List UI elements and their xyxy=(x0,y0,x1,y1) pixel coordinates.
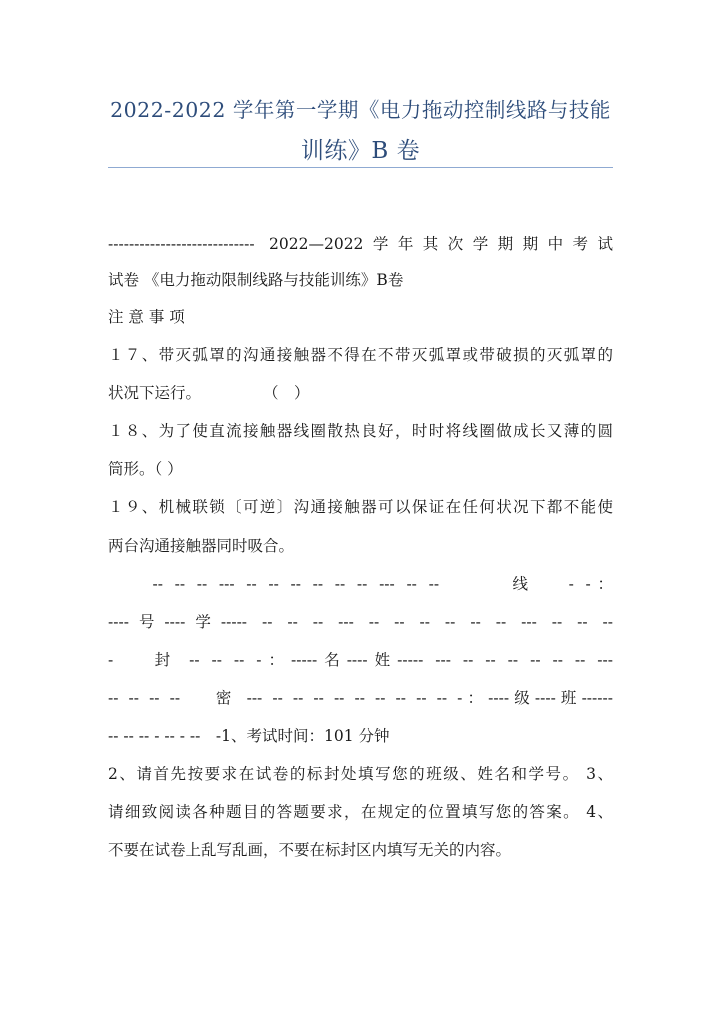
seal-line-3: - 封 -- -- -- -：-----名----姓----- --- -- -- -- -- -- -- --- xyxy=(108,651,613,669)
question-19-line-1: １９、机械联锁〔可逆〕沟通接触器可以保证在任何状况下都不能使 xyxy=(108,498,613,516)
seal-line-1: -- -- -- --- -- -- -- -- -- -- --- -- -- 线 - -： xyxy=(108,575,613,593)
question-17-line-2: 状况下运行。 （ ） xyxy=(108,384,310,402)
question-17-line-1: １７、带灭弧罩的沟通接触器不得在不带灭弧罩或带破损的灭弧罩的 xyxy=(108,346,613,364)
seal-line-4: -- -- -- -- 密 --- -- -- -- -- -- -- -- -- -- -：----级----班------ xyxy=(108,689,613,707)
notice-heading: 注 意 事 项 xyxy=(108,308,185,326)
document-title-line-1: 2022-2022 学年第一学期《电力拖动控制线路与技能 xyxy=(110,98,611,122)
exam-header-line: ---------------------------- 2022—2022学年其次学期期中考试 xyxy=(108,235,613,253)
instruction-line-1: 2、请首先按要求在试卷的标封处填写您的班级、姓名和学号。 3、 xyxy=(108,765,613,783)
question-18-line-1: １８、为了使直流接触器线圈散热良好，时时将线圈做成长又薄的圆 xyxy=(108,422,613,440)
question-18-line-2: 筒形。（ ） xyxy=(108,460,183,478)
document-title-line-2: 训练》B 卷 xyxy=(300,138,421,164)
exam-time-line: -- -- -- - -- - -- -1、考试时间：101 分钟 xyxy=(108,727,390,745)
seal-line-2: ----号----学----- -- -- -- --- -- -- -- -- -- -- --- -- -- -- xyxy=(108,613,613,631)
exam-subject-line: 试卷 《电力拖动限制线路与技能训练》B卷 xyxy=(108,271,404,289)
title-divider xyxy=(108,167,613,168)
question-19-line-2: 两台沟通接触器同时吸合。 xyxy=(108,537,295,555)
instruction-line-3: 不要在试卷上乱写乱画，不要在标封区内填写无关的内容。 xyxy=(108,841,512,859)
instruction-line-2: 请细致阅读各种题目的答题要求，在规定的位置填写您的答案。 4、 xyxy=(108,803,613,821)
